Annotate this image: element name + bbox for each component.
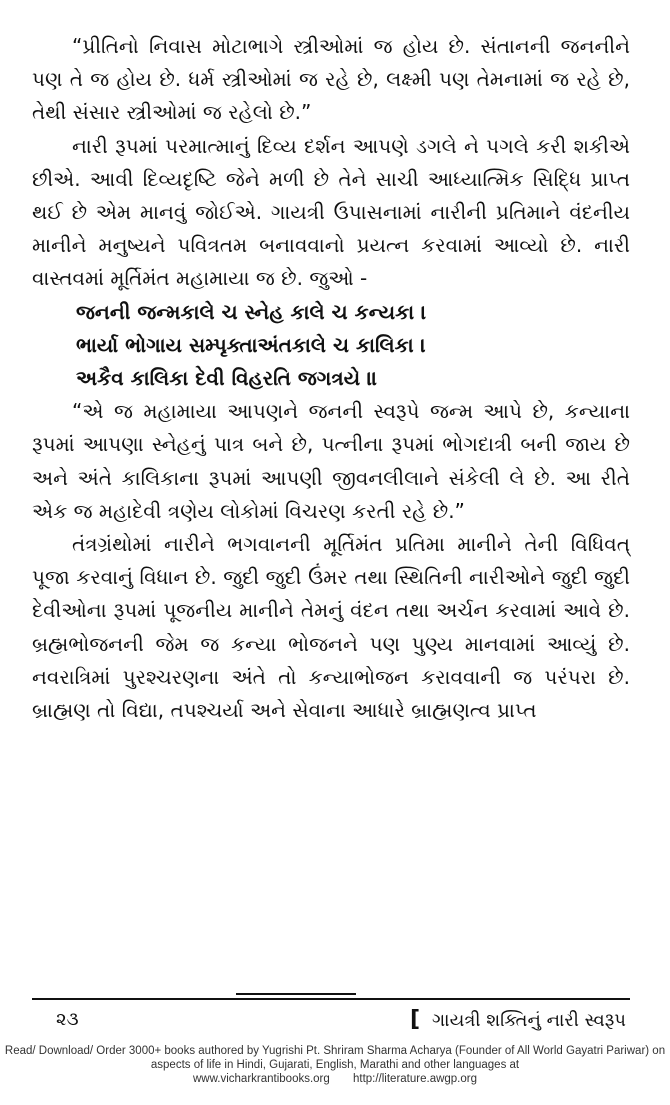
vicharkranti-link[interactable]: www.vicharkrantibooks.org <box>193 1073 330 1085</box>
promo-links <box>0 1072 670 1086</box>
sanskrit-verse <box>32 296 630 396</box>
quote-paragraph-1: “પ્રીતિનો નિવાસ મોટાભાગે સ્ત્રીઓમાં જ હોય છે. સંતાનની જનનીને પણ તે જ હોય છે. ધર્મ સ્ત્રીઓમાં જ રહે છે, લક્ષ્મી પણ તેમનામાં જ રહે છે, તેથી સંસાર સ્ત્રીઓમાં જ રહેલો છે.” <box>32 34 630 125</box>
title-bracket: [ <box>409 1007 421 1032</box>
book-title: ગાયત્રી શક્તિનું નારી સ્વરૂપ <box>432 1010 626 1031</box>
footer-rule <box>32 998 630 1000</box>
awgp-link[interactable]: http://literature.awgp.org <box>352 1073 477 1085</box>
footer-short-rule <box>236 993 356 995</box>
running-title <box>410 1006 626 1035</box>
verse-line-2: ભાર્યા ભોગાય સમ્પૃક્તાઅંતકાલે ચ કાલિકા । <box>76 332 426 357</box>
promo-text: Read/ Download/ Order 3000+ books authored by Yugrishi Pt. Shriram Sharma Acharya (Founder of All World Gayatri Pariwar) on aspects of life in Hindi, Gujarati, English, Marathi and other languages at <box>4 1045 666 1071</box>
page-footer <box>32 1006 630 1036</box>
promo-footer <box>0 1044 670 1086</box>
page-number: ૨૩ <box>56 1009 79 1030</box>
verse-line-1: જનની જન્મકાલે ચ સ્નેહ કાલે ચ કન્યકા । <box>76 299 427 324</box>
paragraph-2: નારી રૂપમાં પરમાત્માનું દિવ્ય દર્શન આપણે ડગલે ને પગલે કરી શકીએ છીએ. આવી દિવ્યદૃષ્ટિ જેને મળી છે તેને સાચી આધ્યાત્મિક સિદ્ધિ પ્રાપ્ત થઈ છે એમ માનવું જોઈએ. ગાયત્રી ઉપાસનામાં નારીની પ્રતિમાને વંદનીય માનીને મનુષ્યને પવિત્રતમ બનાવવાનો પ્રયત્ન કરવામાં આવ્યો છે. નારી વાસ્તવમાં મૂર્તિમંત મહામાયા જ છે. જુઓ - <box>32 133 630 291</box>
quote-paragraph-3: “એ જ મહામાયા આપણને જનની સ્વરૂપે જન્મ આપે છે, કન્યાના રૂપમાં આપણા સ્નેહનું પાત્ર બને છે, પત્નીના રૂપમાં ભોગદાત્રી બની જાય છે અને અંતે કાલિકાના રૂપમાં આપણી જીવનલીલાને સંકેલી લે છે. આ રીતે એક જ મહાદેવી ત્રણેય લોકોમાં વિચરણ કરતી રહે છે.” <box>32 399 630 523</box>
body-text <box>32 30 630 727</box>
paragraph-4: તંત્રગ્રંથોમાં નારીને ભગવાનની મૂર્તિમંત પ્રતિમા માનીને તેની વિધિવત્ પૂજા કરવાનું વિધાન છે. જુદી જુદી ઉંમર તથા સ્થિતિની નારીઓને જુદી જુદી દેવીઓના રૂપમાં પૂજનીય માનીને તેમનું વંદન તથા અર્ચન કરવામાં આવે છે. બ્રહ્મભોજનની જેમ જ કન્યા ભોજનને પણ પુણ્ય માનવામાં આવ્યું છે. નવરાત્રિમાં પુરશ્ચરણના અંતે તો કન્યાભોજન કરાવવાની જ પરંપરા છે. બ્રાહ્મણ તો વિદ્યા, તપશ્ચર્યા અને સેવાના આધારે બ્રાહ્મણત્વ પ્રાપ્ત <box>32 532 630 723</box>
verse-line-3: અકૈવ કાલિકા દેવી વિહરતિ જગત્રયે ॥ <box>76 366 378 391</box>
